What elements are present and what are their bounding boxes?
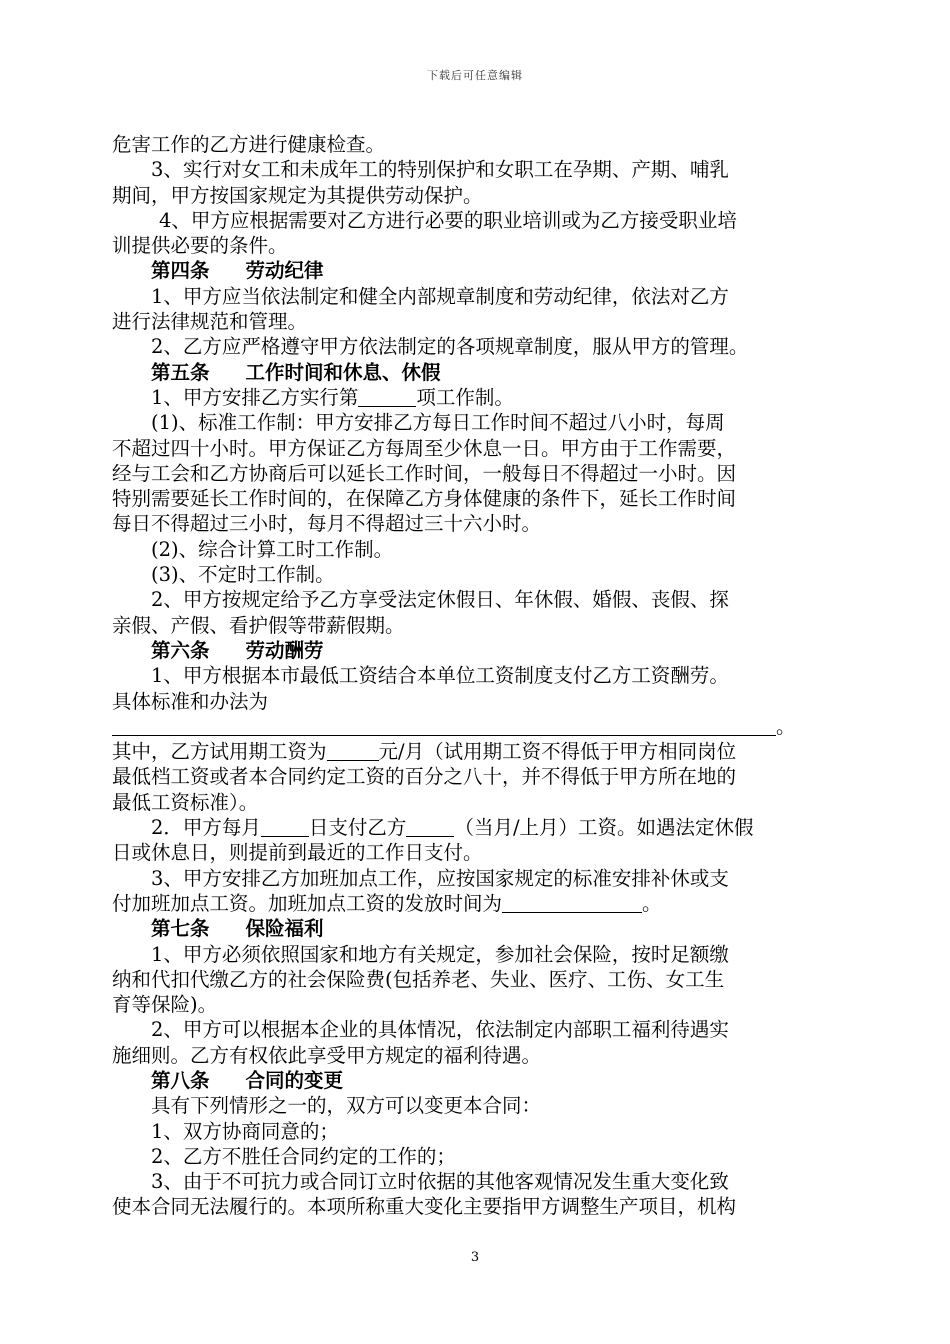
text-line: 2、甲方可以根据本企业的具体情况，依法制定内部职工福利待遇实 [151, 1018, 729, 1042]
page-header: 下载后可任意编辑 [427, 69, 523, 82]
text-line [112, 385, 838, 410]
text-line: 每日不得超过三小时，每月不得超过三十六小时。 [112, 512, 542, 536]
text-line: 1、甲方应当依法制定和健全内部规章制度和劳动纪律，依法对乙方 [151, 284, 729, 308]
text-line: 特别需要延长工作时间的，在保障乙方身体健康的条件下，延长工作时间 [112, 487, 737, 511]
article-heading-5 [112, 360, 838, 385]
article-title: 劳动酬劳 [245, 638, 324, 662]
article-heading-6 [112, 638, 838, 663]
text-segment: 1、甲方安排乙方实行第 [151, 385, 359, 409]
article-number: 第八条 [151, 1068, 210, 1092]
text-line: 4、甲方应根据需要对乙方进行必要的职业培训或为乙方接受职业培 [159, 208, 737, 232]
article-number: 第五条 [151, 360, 210, 384]
article-title: 保险福利 [245, 917, 324, 941]
text-line: 2、甲方按规定给予乙方享受法定休假日、年休假、婚假、丧假、探 [151, 588, 729, 612]
article-title: 合同的变更 [245, 1068, 344, 1092]
text-line: 3、由于不可抗力或合同订立时依据的其他客观情况发生重大变化致 [151, 1170, 729, 1194]
article-heading-8 [112, 1068, 838, 1093]
text-line: 1、甲方必须依照国家和地方有关规定，参加社会保险，按时足额缴 [151, 942, 729, 966]
text-segment: 。 [776, 714, 796, 738]
article-title: 劳动纪律 [245, 259, 324, 283]
page-number: 3 [470, 1250, 480, 1265]
text-line [112, 739, 838, 764]
text-line: 最低工资标准）。 [112, 790, 259, 814]
article-number: 第四条 [151, 259, 210, 283]
text-line: 经与工会和乙方协商后可以延长工作时间，一般每日不得超过一小时。因 [112, 461, 737, 485]
text-line: 2、乙方不胜任合同约定的工作的； [151, 1144, 456, 1168]
text-line: 最低档工资或者本合同约定工资的百分之八十，并不得低于甲方所在地的 [112, 765, 737, 789]
text-segment: 项工作制。 [416, 385, 514, 409]
fill-in-blank[interactable] [358, 387, 416, 407]
text-line: 3、实行对女工和未成年工的特别保护和女职工在孕期、产期、哺乳 [151, 158, 729, 182]
article-number: 第六条 [151, 638, 210, 662]
article-title: 工作时间和休息、休假 [245, 360, 441, 384]
text-line: 使本合同无法履行的。本项所称重大变化主要指甲方调整生产项目，机构 [112, 1195, 737, 1219]
text-segment: 日支付乙方 [308, 816, 407, 840]
text-line: 进行法律规范和管理。 [112, 310, 308, 334]
text-line: (3)、不定时工作制。 [151, 563, 335, 587]
text-line: 危害工作的乙方进行健康检查。 [112, 133, 386, 156]
text-segment: 。 [642, 891, 662, 915]
text-line [112, 815, 838, 840]
text-line: 育等保险)。 [112, 993, 218, 1017]
text-line: 具有下列情形之一的，双方可以变更本合同： [151, 1094, 542, 1118]
text-line: 1、双方协商同意的； [151, 1119, 339, 1143]
text-line: 3、甲方安排乙方加班加点工作，应按国家规定的标准安排补休或支 [151, 866, 729, 890]
text-line: 施细则。乙方有权依此享受甲方规定的福利待遇。 [112, 1043, 542, 1067]
text-line: 期间，甲方按国家规定为其提供劳动保护。 [112, 183, 483, 207]
fill-in-blank[interactable] [502, 893, 642, 913]
text-segment: 元/月（试用期工资不得低于甲方相同岗位 [378, 740, 737, 764]
text-segment: 付加班加点工资。加班加点工资的发放时间为 [112, 891, 503, 915]
text-segment: （当月/上月）工资。如遇法定休假 [454, 816, 754, 840]
text-line: 具体标准和办法为 [112, 689, 269, 713]
text-line [112, 714, 838, 739]
text-line: 亲假、产假、看护假等带薪假期。 [112, 613, 405, 637]
text-line: 2、乙方应严格遵守甲方依法制定的各项规章制度，服从甲方的管理。 [151, 335, 749, 359]
text-segment: 2．甲方每月 [151, 816, 261, 840]
text-line: (1)、标准工作制：甲方安排乙方每日工作时间不超过八小时，每周 [151, 411, 725, 435]
article-heading-7 [112, 916, 838, 941]
article-number: 第七条 [151, 917, 210, 941]
text-line: 不超过四十小时。甲方保证乙方每周至少休息一日。甲方由于工作需要， [112, 436, 737, 460]
article-heading-4 [112, 258, 838, 283]
document-body [112, 132, 838, 1220]
text-line: 1、甲方根据本市最低工资结合本单位工资制度支付乙方工资酬劳。 [151, 664, 729, 688]
text-line: (2)、综合计算工时工作制。 [151, 537, 394, 561]
fill-in-blank[interactable] [112, 716, 776, 736]
text-line: 日或休息日，则提前到最近的工作日支付。 [112, 841, 483, 865]
text-line: 训提供必要的条件。 [112, 234, 288, 258]
fill-in-blank[interactable] [327, 741, 379, 761]
text-line [112, 891, 838, 916]
text-segment: 其中，乙方试用期工资为 [112, 740, 327, 764]
text-line: 纳和代扣代缴乙方的社会保险费(包括养老、失业、医疗、工伤、女工生 [112, 967, 725, 991]
fill-in-blank[interactable] [261, 817, 309, 837]
fill-in-blank[interactable] [406, 817, 454, 837]
